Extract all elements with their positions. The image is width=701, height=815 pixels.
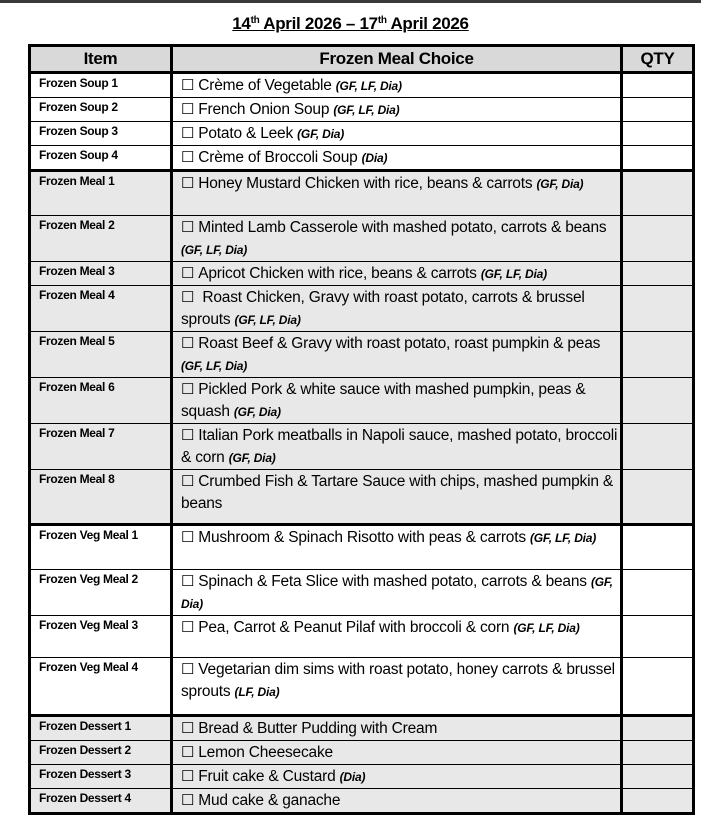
item-name: Frozen Meal 6 — [30, 378, 172, 424]
table-row — [30, 658, 694, 716]
item-name: Frozen Dessert 1 — [30, 716, 172, 741]
table-row — [30, 262, 694, 286]
item-name: Frozen Dessert 2 — [30, 741, 172, 765]
checkbox-icon[interactable]: ☐ — [181, 149, 195, 166]
item-name: Frozen Soup 3 — [30, 122, 172, 146]
checkbox-icon[interactable]: ☐ — [181, 335, 195, 352]
table-row — [30, 525, 694, 570]
table-row — [30, 570, 694, 616]
item-name: Frozen Meal 7 — [30, 424, 172, 470]
meal-choice[interactable] — [172, 789, 622, 814]
choice-text: Honey Mustard Chicken with rice, beans & carrots — [198, 175, 537, 192]
dietary-tags: (GF, LF, Dia) — [335, 79, 402, 93]
qty-cell[interactable] — [622, 98, 694, 122]
table-row — [30, 424, 694, 470]
meal-choice[interactable] — [172, 286, 622, 332]
meal-choice[interactable] — [172, 216, 622, 262]
checkbox-icon[interactable]: ☐ — [181, 265, 195, 282]
dietary-tags: (GF, LF, Dia) — [480, 267, 547, 281]
qty-cell[interactable] — [622, 616, 694, 658]
table-row — [30, 146, 694, 171]
qty-cell[interactable] — [622, 146, 694, 171]
end-day: 17 — [359, 14, 378, 33]
checkbox-icon[interactable]: ☐ — [181, 289, 195, 306]
item-name: Frozen Meal 1 — [30, 171, 172, 216]
checkbox-icon[interactable]: ☐ — [181, 427, 195, 444]
qty-cell[interactable] — [622, 286, 694, 332]
meal-choice[interactable] — [172, 616, 622, 658]
choice-text: Crème of Vegetable — [198, 77, 336, 94]
meal-choice[interactable] — [172, 146, 622, 171]
table-row — [30, 216, 694, 262]
choice-text: Pickled Pork & white sauce with mashed pumpkin, peas & squash — [181, 381, 586, 420]
checkbox-icon[interactable]: ☐ — [181, 101, 195, 118]
choice-text: Italian Pork meatballs in Napoli sauce, mashed potato, broccoli & corn — [181, 427, 618, 466]
choice-text: Spinach & Feta Slice with mashed potato, carrots & beans — [198, 573, 591, 590]
dietary-tags: (GF, Dia) — [228, 451, 276, 465]
checkbox-icon[interactable]: ☐ — [181, 219, 195, 236]
choice-text: Pea, Carrot & Peanut Pilaf with broccoli & corn — [198, 619, 514, 636]
header-row — [30, 46, 694, 73]
choice-text: Minted Lamb Casserole with mashed potato, carrots & beans — [198, 219, 607, 236]
item-name: Frozen Veg Meal 2 — [30, 570, 172, 616]
checkbox-icon[interactable]: ☐ — [181, 77, 195, 94]
dietary-tags: (Dia) — [339, 770, 366, 784]
choice-text: Lemon Cheesecake — [198, 744, 333, 761]
qty-cell[interactable] — [622, 716, 694, 741]
table-row — [30, 98, 694, 122]
qty-cell[interactable] — [622, 765, 694, 789]
date-range-title — [0, 14, 701, 34]
qty-cell[interactable] — [622, 570, 694, 616]
choice-text: Crème of Broccoli Soup — [198, 149, 362, 166]
choice-text: Vegetarian dim sims with roast potato, honey carrots & brussel sprouts — [181, 661, 615, 700]
meal-choice[interactable] — [172, 470, 622, 525]
checkbox-icon[interactable]: ☐ — [181, 661, 195, 678]
choice-text: French Onion Soup — [198, 101, 334, 118]
choice-text: Crumbed Fish & Tartare Sauce with chips, mashed pumpkin & beans — [181, 473, 614, 512]
dietary-tags: (GF, LF, Dia) — [333, 103, 400, 117]
table-row — [30, 470, 694, 525]
dietary-tags: (GF, Dia) — [233, 405, 281, 419]
choice-text: Mud cake & ganache — [198, 792, 341, 809]
item-name: Frozen Meal 4 — [30, 286, 172, 332]
item-name: Frozen Soup 4 — [30, 146, 172, 171]
dietary-tags: (Dia) — [361, 151, 388, 165]
choice-text: Bread & Butter Pudding with Cream — [198, 720, 438, 737]
qty-cell[interactable] — [622, 424, 694, 470]
choice-text: Mushroom & Spinach Risotto with peas & carrots — [198, 529, 530, 546]
checkbox-icon[interactable]: ☐ — [181, 473, 195, 490]
meal-choice[interactable] — [172, 658, 622, 716]
choice-text: Potato & Leek — [198, 125, 298, 142]
qty-cell[interactable] — [622, 525, 694, 570]
item-name: Frozen Dessert 3 — [30, 765, 172, 789]
checkbox-icon[interactable]: ☐ — [181, 381, 195, 398]
qty-cell[interactable] — [622, 122, 694, 146]
meal-choice[interactable] — [172, 741, 622, 765]
qty-cell[interactable] — [622, 789, 694, 814]
start-day: 14 — [232, 14, 251, 33]
qty-cell[interactable] — [622, 332, 694, 378]
dietary-tags: (GF, Dia) — [297, 127, 345, 141]
table-row — [30, 378, 694, 424]
meal-choice[interactable] — [172, 716, 622, 741]
start-suffix: th — [250, 15, 260, 26]
start-rest: April 2026 – — [259, 14, 360, 33]
checkbox-icon[interactable]: ☐ — [181, 720, 195, 737]
choice-text: Roast Chicken, Gravy with roast potato, carrots & brussel sprouts — [181, 289, 585, 328]
qty-cell[interactable] — [622, 262, 694, 286]
end-rest: April 2026 — [386, 14, 469, 33]
table-row — [30, 716, 694, 741]
item-name: Frozen Veg Meal 4 — [30, 658, 172, 716]
table-row — [30, 73, 694, 98]
choice-text: Fruit cake & Custard — [198, 768, 340, 785]
table-row — [30, 789, 694, 814]
meal-choice[interactable] — [172, 73, 622, 98]
table-row — [30, 286, 694, 332]
checkbox-icon[interactable]: ☐ — [181, 175, 195, 192]
meal-choice[interactable] — [172, 262, 622, 286]
header-choice: Frozen Meal Choice — [172, 46, 622, 73]
meal-choice[interactable] — [172, 332, 622, 378]
item-name: Frozen Meal 5 — [30, 332, 172, 378]
meal-choice[interactable] — [172, 765, 622, 789]
checkbox-icon[interactable]: ☐ — [181, 744, 195, 761]
header-item: Item — [30, 46, 172, 73]
qty-cell[interactable] — [622, 658, 694, 716]
item-name: Frozen Meal 2 — [30, 216, 172, 262]
choice-text: Roast Beef & Gravy with roast potato, roast pumpkin & peas — [198, 335, 601, 352]
qty-cell[interactable] — [622, 470, 694, 525]
qty-cell[interactable] — [622, 741, 694, 765]
table-row — [30, 171, 694, 216]
item-name: Frozen Meal 8 — [30, 470, 172, 525]
qty-cell[interactable] — [622, 73, 694, 98]
item-name: Frozen Soup 2 — [30, 98, 172, 122]
table-row — [30, 122, 694, 146]
table-row — [30, 332, 694, 378]
dietary-tags: (GF, Dia) — [181, 575, 613, 611]
item-name: Frozen Veg Meal 3 — [30, 616, 172, 658]
qty-cell[interactable] — [622, 171, 694, 216]
meal-choice[interactable] — [172, 424, 622, 470]
meal-choice[interactable] — [172, 570, 622, 616]
checkbox-icon[interactable]: ☐ — [181, 619, 195, 636]
checkbox-icon[interactable]: ☐ — [181, 768, 195, 785]
dietary-tags: (GF, Dia) — [536, 177, 584, 191]
item-name: Frozen Veg Meal 1 — [30, 525, 172, 570]
meal-choice[interactable] — [172, 378, 622, 424]
item-name: Frozen Soup 1 — [30, 73, 172, 98]
qty-cell[interactable] — [622, 216, 694, 262]
meal-choice[interactable] — [172, 171, 622, 216]
table-row — [30, 741, 694, 765]
checkbox-icon[interactable]: ☐ — [181, 573, 195, 590]
dietary-tags: (GF, LF, Dia) — [234, 313, 301, 327]
qty-cell[interactable] — [622, 378, 694, 424]
table-row — [30, 765, 694, 789]
checkbox-icon[interactable]: ☐ — [181, 529, 195, 546]
dietary-tags: (GF, LF, Dia) — [181, 359, 248, 373]
top-bar — [0, 0, 701, 3]
end-suffix: th — [377, 15, 387, 26]
dietary-tags: (GF, LF, Dia) — [513, 621, 580, 635]
header-qty: QTY — [622, 46, 694, 73]
dietary-tags: (GF, LF, Dia) — [181, 243, 248, 257]
checkbox-icon[interactable]: ☐ — [181, 125, 195, 142]
item-name: Frozen Meal 3 — [30, 262, 172, 286]
table-row — [30, 616, 694, 658]
meal-choice[interactable] — [172, 98, 622, 122]
item-name: Frozen Dessert 4 — [30, 789, 172, 814]
choice-text: Apricot Chicken with rice, beans & carrots — [198, 265, 481, 282]
meal-choice[interactable] — [172, 525, 622, 570]
meal-order-table — [28, 44, 695, 815]
dietary-tags: (GF, LF, Dia) — [530, 531, 597, 545]
checkbox-icon[interactable]: ☐ — [181, 792, 195, 809]
meal-choice[interactable] — [172, 122, 622, 146]
dietary-tags: (LF, Dia) — [234, 685, 280, 699]
